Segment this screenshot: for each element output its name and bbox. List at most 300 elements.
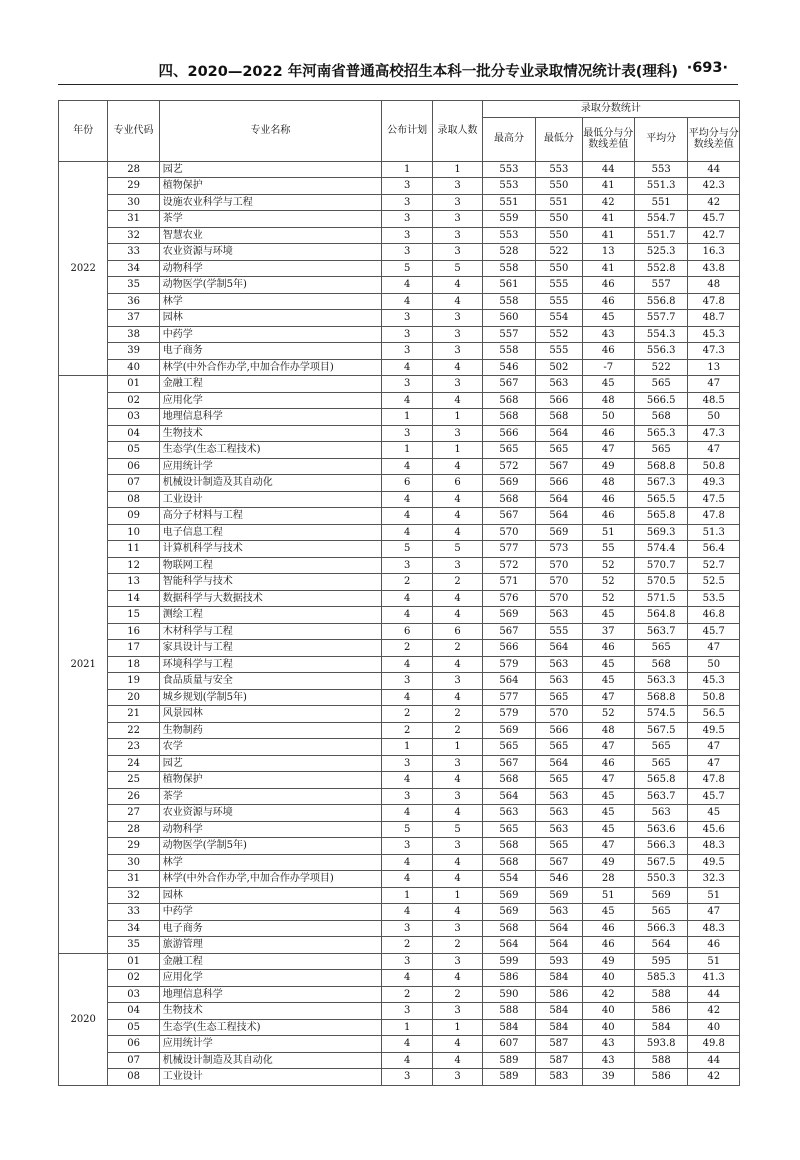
table-row xyxy=(59,821,740,838)
code-cell: 31 xyxy=(108,211,159,228)
avg-cell: 588 xyxy=(634,986,687,1003)
max-cell: 577 xyxy=(482,689,535,706)
avg-cell: 554.7 xyxy=(634,211,687,228)
max-cell: 558 xyxy=(482,343,535,360)
min_diff-cell: 48 xyxy=(582,475,634,492)
admitted-cell: 4 xyxy=(433,970,482,987)
avg_diff-cell: 47.3 xyxy=(688,343,740,360)
plan-cell: 4 xyxy=(381,689,432,706)
name-cell: 木材科学与工程 xyxy=(159,623,381,640)
code-cell: 17 xyxy=(108,640,159,657)
table-row xyxy=(59,178,740,195)
plan-cell: 1 xyxy=(381,442,432,459)
code-cell: 10 xyxy=(108,524,159,541)
min-cell: 502 xyxy=(536,359,582,376)
plan-cell: 3 xyxy=(381,326,432,343)
min_diff-cell: 46 xyxy=(582,920,634,937)
plan-cell: 4 xyxy=(381,458,432,475)
admitted-cell: 3 xyxy=(433,1069,482,1086)
avg-cell: 585.3 xyxy=(634,970,687,987)
avg_diff-cell: 45.3 xyxy=(688,326,740,343)
code-cell: 04 xyxy=(108,1003,159,1020)
max-cell: 553 xyxy=(482,227,535,244)
plan-cell: 3 xyxy=(381,425,432,442)
admitted-cell: 3 xyxy=(433,194,482,211)
avg_diff-cell: 44 xyxy=(688,1052,740,1069)
min-cell: 522 xyxy=(536,244,582,261)
avg-cell: 567.5 xyxy=(634,722,687,739)
avg-cell: 565 xyxy=(634,904,687,921)
avg-cell: 554.3 xyxy=(634,326,687,343)
min-cell: 587 xyxy=(536,1052,582,1069)
admitted-cell: 3 xyxy=(433,376,482,393)
table-row xyxy=(59,1052,740,1069)
min-cell: 564 xyxy=(536,920,582,937)
admitted-cell: 4 xyxy=(433,293,482,310)
code-cell: 28 xyxy=(108,161,159,178)
plan-cell: 4 xyxy=(381,359,432,376)
avg-cell: 571.5 xyxy=(634,590,687,607)
avg_diff-cell: 45.7 xyxy=(688,788,740,805)
col-score-group: 录取分数统计 xyxy=(482,101,739,118)
table-row xyxy=(59,326,740,343)
min_diff-cell: 42 xyxy=(582,194,634,211)
max-cell: 567 xyxy=(482,376,535,393)
table-row xyxy=(59,161,740,178)
max-cell: 564 xyxy=(482,673,535,690)
avg_diff-cell: 47 xyxy=(688,442,740,459)
plan-cell: 2 xyxy=(381,722,432,739)
min-cell: 564 xyxy=(536,425,582,442)
min-cell: 586 xyxy=(536,986,582,1003)
max-cell: 576 xyxy=(482,590,535,607)
plan-cell: 3 xyxy=(381,244,432,261)
avg-cell: 564.8 xyxy=(634,607,687,624)
avg_diff-cell: 51.3 xyxy=(688,524,740,541)
avg-cell: 570.5 xyxy=(634,574,687,591)
plan-cell: 1 xyxy=(381,1019,432,1036)
name-cell: 园艺 xyxy=(159,161,381,178)
plan-cell: 5 xyxy=(381,541,432,558)
admitted-cell: 3 xyxy=(433,425,482,442)
code-cell: 20 xyxy=(108,689,159,706)
min-cell: 550 xyxy=(536,227,582,244)
avg_diff-cell: 42 xyxy=(688,194,740,211)
avg_diff-cell: 44 xyxy=(688,161,740,178)
avg_diff-cell: 45.3 xyxy=(688,673,740,690)
code-cell: 08 xyxy=(108,491,159,508)
code-cell: 05 xyxy=(108,1019,159,1036)
max-cell: 558 xyxy=(482,293,535,310)
plan-cell: 3 xyxy=(381,227,432,244)
plan-cell: 6 xyxy=(381,623,432,640)
avg-cell: 566.3 xyxy=(634,920,687,937)
admitted-cell: 6 xyxy=(433,475,482,492)
code-cell: 30 xyxy=(108,854,159,871)
admitted-cell: 4 xyxy=(433,772,482,789)
min-cell: 552 xyxy=(536,326,582,343)
code-cell: 29 xyxy=(108,838,159,855)
max-cell: 569 xyxy=(482,607,535,624)
name-cell: 城乡规划(学制5年) xyxy=(159,689,381,706)
max-cell: 557 xyxy=(482,326,535,343)
avg_diff-cell: 47.3 xyxy=(688,425,740,442)
avg-cell: 565 xyxy=(634,739,687,756)
name-cell: 金融工程 xyxy=(159,376,381,393)
max-cell: 558 xyxy=(482,260,535,277)
table-row xyxy=(59,574,740,591)
max-cell: 568 xyxy=(482,838,535,855)
avg-cell: 568 xyxy=(634,409,687,426)
avg-cell: 557 xyxy=(634,277,687,294)
table-row xyxy=(59,838,740,855)
table-row xyxy=(59,425,740,442)
avg-cell: 565 xyxy=(634,755,687,772)
table-row xyxy=(59,1069,740,1086)
code-cell: 21 xyxy=(108,706,159,723)
min_diff-cell: 28 xyxy=(582,871,634,888)
max-cell: 564 xyxy=(482,788,535,805)
table-row xyxy=(59,475,740,492)
admitted-cell: 4 xyxy=(433,508,482,525)
table-row xyxy=(59,805,740,822)
name-cell: 风景园林 xyxy=(159,706,381,723)
col-code: 专业代码 xyxy=(108,101,159,162)
page-number: ·693· xyxy=(686,60,728,76)
plan-cell: 3 xyxy=(381,178,432,195)
code-cell: 13 xyxy=(108,574,159,591)
min_diff-cell: 45 xyxy=(582,805,634,822)
avg_diff-cell: 52.7 xyxy=(688,557,740,574)
admitted-cell: 2 xyxy=(433,706,482,723)
code-cell: 05 xyxy=(108,442,159,459)
avg-cell: 551.3 xyxy=(634,178,687,195)
avg_diff-cell: 44 xyxy=(688,986,740,1003)
admitted-cell: 4 xyxy=(433,871,482,888)
min_diff-cell: 48 xyxy=(582,392,634,409)
min-cell: 565 xyxy=(536,442,582,459)
min_diff-cell: 52 xyxy=(582,557,634,574)
code-cell: 07 xyxy=(108,1052,159,1069)
avg_diff-cell: 42.7 xyxy=(688,227,740,244)
min_diff-cell: 46 xyxy=(582,293,634,310)
code-cell: 22 xyxy=(108,722,159,739)
max-cell: 569 xyxy=(482,722,535,739)
min-cell: 563 xyxy=(536,376,582,393)
plan-cell: 4 xyxy=(381,854,432,871)
max-cell: 566 xyxy=(482,640,535,657)
avg_diff-cell: 45.7 xyxy=(688,623,740,640)
avg_diff-cell: 46.8 xyxy=(688,607,740,624)
min_diff-cell: 46 xyxy=(582,755,634,772)
table-row xyxy=(59,937,740,954)
min_diff-cell: 46 xyxy=(582,491,634,508)
admitted-cell: 2 xyxy=(433,574,482,591)
table-row xyxy=(59,194,740,211)
name-cell: 电子商务 xyxy=(159,343,381,360)
plan-cell: 3 xyxy=(381,211,432,228)
table-row xyxy=(59,590,740,607)
admitted-cell: 3 xyxy=(433,326,482,343)
code-cell: 03 xyxy=(108,409,159,426)
min-cell: 563 xyxy=(536,673,582,690)
avg-cell: 552.8 xyxy=(634,260,687,277)
plan-cell: 3 xyxy=(381,920,432,937)
min-cell: 566 xyxy=(536,475,582,492)
code-cell: 30 xyxy=(108,194,159,211)
max-cell: 565 xyxy=(482,739,535,756)
min_diff-cell: 51 xyxy=(582,524,634,541)
avg-cell: 550.3 xyxy=(634,871,687,888)
plan-cell: 4 xyxy=(381,293,432,310)
avg-cell: 568 xyxy=(634,656,687,673)
max-cell: 577 xyxy=(482,541,535,558)
name-cell: 家具设计与工程 xyxy=(159,640,381,657)
col-max: 最高分 xyxy=(482,117,535,161)
table-row xyxy=(59,887,740,904)
min-cell: 564 xyxy=(536,508,582,525)
avg_diff-cell: 48.3 xyxy=(688,838,740,855)
max-cell: 590 xyxy=(482,986,535,1003)
min_diff-cell: 45 xyxy=(582,656,634,673)
avg_diff-cell: 47 xyxy=(688,739,740,756)
admitted-cell: 4 xyxy=(433,359,482,376)
min_diff-cell: 46 xyxy=(582,425,634,442)
name-cell: 设施农业科学与工程 xyxy=(159,194,381,211)
avg_diff-cell: 49.3 xyxy=(688,475,740,492)
name-cell: 物联网工程 xyxy=(159,557,381,574)
name-cell: 智能科学与技术 xyxy=(159,574,381,591)
table-row xyxy=(59,260,740,277)
plan-cell: 4 xyxy=(381,508,432,525)
min_diff-cell: 45 xyxy=(582,821,634,838)
code-cell: 32 xyxy=(108,227,159,244)
table-row xyxy=(59,640,740,657)
avg_diff-cell: 56.4 xyxy=(688,541,740,558)
name-cell: 工业设计 xyxy=(159,1069,381,1086)
min_diff-cell: 46 xyxy=(582,343,634,360)
name-cell: 植物保护 xyxy=(159,772,381,789)
min-cell: 563 xyxy=(536,805,582,822)
min_diff-cell: 43 xyxy=(582,1052,634,1069)
plan-cell: 4 xyxy=(381,1052,432,1069)
min-cell: 550 xyxy=(536,178,582,195)
admitted-cell: 3 xyxy=(433,673,482,690)
max-cell: 579 xyxy=(482,656,535,673)
table-row xyxy=(59,359,740,376)
min_diff-cell: 41 xyxy=(582,260,634,277)
plan-cell: 1 xyxy=(381,161,432,178)
min-cell: 563 xyxy=(536,821,582,838)
name-cell: 动物医学(学制5年) xyxy=(159,838,381,855)
avg-cell: 551 xyxy=(634,194,687,211)
name-cell: 农学 xyxy=(159,739,381,756)
max-cell: 579 xyxy=(482,706,535,723)
admitted-cell: 3 xyxy=(433,343,482,360)
avg-cell: 563.7 xyxy=(634,788,687,805)
code-cell: 39 xyxy=(108,343,159,360)
avg_diff-cell: 40 xyxy=(688,1019,740,1036)
plan-cell: 4 xyxy=(381,772,432,789)
avg_diff-cell: 42.3 xyxy=(688,178,740,195)
avg_diff-cell: 48 xyxy=(688,277,740,294)
name-cell: 旅游管理 xyxy=(159,937,381,954)
max-cell: 568 xyxy=(482,854,535,871)
max-cell: 584 xyxy=(482,1019,535,1036)
plan-cell: 5 xyxy=(381,821,432,838)
min-cell: 584 xyxy=(536,1019,582,1036)
avg_diff-cell: 32.3 xyxy=(688,871,740,888)
min-cell: 570 xyxy=(536,557,582,574)
admitted-cell: 3 xyxy=(433,211,482,228)
plan-cell: 2 xyxy=(381,640,432,657)
admitted-cell: 3 xyxy=(433,920,482,937)
admitted-cell: 4 xyxy=(433,458,482,475)
admitted-cell: 3 xyxy=(433,788,482,805)
min_diff-cell: 52 xyxy=(582,706,634,723)
min-cell: 563 xyxy=(536,656,582,673)
max-cell: 560 xyxy=(482,310,535,327)
max-cell: 568 xyxy=(482,392,535,409)
max-cell: 567 xyxy=(482,508,535,525)
table-row xyxy=(59,739,740,756)
plan-cell: 2 xyxy=(381,986,432,1003)
name-cell: 植物保护 xyxy=(159,178,381,195)
plan-cell: 2 xyxy=(381,706,432,723)
code-cell: 01 xyxy=(108,376,159,393)
avg-cell: 565.3 xyxy=(634,425,687,442)
table-row xyxy=(59,524,740,541)
avg-cell: 565.5 xyxy=(634,491,687,508)
avg_diff-cell: 45.7 xyxy=(688,211,740,228)
code-cell: 19 xyxy=(108,673,159,690)
name-cell: 林学 xyxy=(159,293,381,310)
avg-cell: 553 xyxy=(634,161,687,178)
table-row xyxy=(59,953,740,970)
max-cell: 565 xyxy=(482,821,535,838)
name-cell: 环境科学与工程 xyxy=(159,656,381,673)
admitted-cell: 1 xyxy=(433,409,482,426)
min-cell: 584 xyxy=(536,970,582,987)
min-cell: 567 xyxy=(536,854,582,871)
min_diff-cell: 45 xyxy=(582,376,634,393)
max-cell: 567 xyxy=(482,755,535,772)
max-cell: 528 xyxy=(482,244,535,261)
plan-cell: 3 xyxy=(381,788,432,805)
plan-cell: 1 xyxy=(381,887,432,904)
max-cell: 571 xyxy=(482,574,535,591)
code-cell: 31 xyxy=(108,871,159,888)
min_diff-cell: 47 xyxy=(582,442,634,459)
year-cell: 2020 xyxy=(59,953,108,1085)
table-row xyxy=(59,788,740,805)
avg-cell: 565 xyxy=(634,442,687,459)
min-cell: 546 xyxy=(536,871,582,888)
table-row xyxy=(59,409,740,426)
admitted-cell: 3 xyxy=(433,838,482,855)
table-row xyxy=(59,656,740,673)
col-admitted: 录取人数 xyxy=(433,101,482,162)
avg_diff-cell: 42 xyxy=(688,1003,740,1020)
max-cell: 567 xyxy=(482,623,535,640)
plan-cell: 4 xyxy=(381,277,432,294)
min_diff-cell: 55 xyxy=(582,541,634,558)
name-cell: 生态学(生态工程技术) xyxy=(159,1019,381,1036)
page-header xyxy=(0,60,800,86)
code-cell: 38 xyxy=(108,326,159,343)
avg-cell: 566.5 xyxy=(634,392,687,409)
min-cell: 555 xyxy=(536,623,582,640)
name-cell: 高分子材料与工程 xyxy=(159,508,381,525)
min_diff-cell: 40 xyxy=(582,1019,634,1036)
col-year: 年份 xyxy=(59,101,108,162)
plan-cell: 3 xyxy=(381,310,432,327)
table-row xyxy=(59,442,740,459)
page-title: 四、2020—2022 年河南省普通高校招生本科一批分专业录取情况统计表(理科) xyxy=(158,64,678,80)
admitted-cell: 4 xyxy=(433,491,482,508)
table-row xyxy=(59,310,740,327)
plan-cell: 1 xyxy=(381,739,432,756)
admitted-cell: 4 xyxy=(433,277,482,294)
plan-cell: 4 xyxy=(381,607,432,624)
max-cell: 546 xyxy=(482,359,535,376)
table-row xyxy=(59,392,740,409)
admitted-cell: 4 xyxy=(433,805,482,822)
code-cell: 06 xyxy=(108,458,159,475)
admitted-cell: 4 xyxy=(433,904,482,921)
max-cell: 607 xyxy=(482,1036,535,1053)
name-cell: 园林 xyxy=(159,310,381,327)
code-cell: 01 xyxy=(108,953,159,970)
min_diff-cell: 40 xyxy=(582,1003,634,1020)
min-cell: 564 xyxy=(536,491,582,508)
col-name: 专业名称 xyxy=(159,101,381,162)
admitted-cell: 4 xyxy=(433,392,482,409)
name-cell: 园林 xyxy=(159,887,381,904)
code-cell: 32 xyxy=(108,887,159,904)
avg-cell: 567.3 xyxy=(634,475,687,492)
admitted-cell: 2 xyxy=(433,640,482,657)
max-cell: 586 xyxy=(482,970,535,987)
avg-cell: 568.8 xyxy=(634,689,687,706)
admitted-cell: 3 xyxy=(433,755,482,772)
avg-cell: 525.3 xyxy=(634,244,687,261)
min_diff-cell: -7 xyxy=(582,359,634,376)
table-row xyxy=(59,376,740,393)
min-cell: 565 xyxy=(536,772,582,789)
plan-cell: 2 xyxy=(381,937,432,954)
min-cell: 566 xyxy=(536,392,582,409)
avg_diff-cell: 48.3 xyxy=(688,920,740,937)
min-cell: 566 xyxy=(536,722,582,739)
max-cell: 568 xyxy=(482,772,535,789)
avg-cell: 595 xyxy=(634,953,687,970)
min-cell: 551 xyxy=(536,194,582,211)
max-cell: 570 xyxy=(482,524,535,541)
avg_diff-cell: 13 xyxy=(688,359,740,376)
code-cell: 33 xyxy=(108,904,159,921)
code-cell: 28 xyxy=(108,821,159,838)
avg-cell: 564 xyxy=(634,937,687,954)
min_diff-cell: 41 xyxy=(582,178,634,195)
name-cell: 应用化学 xyxy=(159,392,381,409)
admission-table xyxy=(58,100,740,1086)
avg_diff-cell: 42 xyxy=(688,1069,740,1086)
year-cell: 2021 xyxy=(59,376,108,954)
min_diff-cell: 47 xyxy=(582,689,634,706)
avg-cell: 568.8 xyxy=(634,458,687,475)
plan-cell: 4 xyxy=(381,392,432,409)
